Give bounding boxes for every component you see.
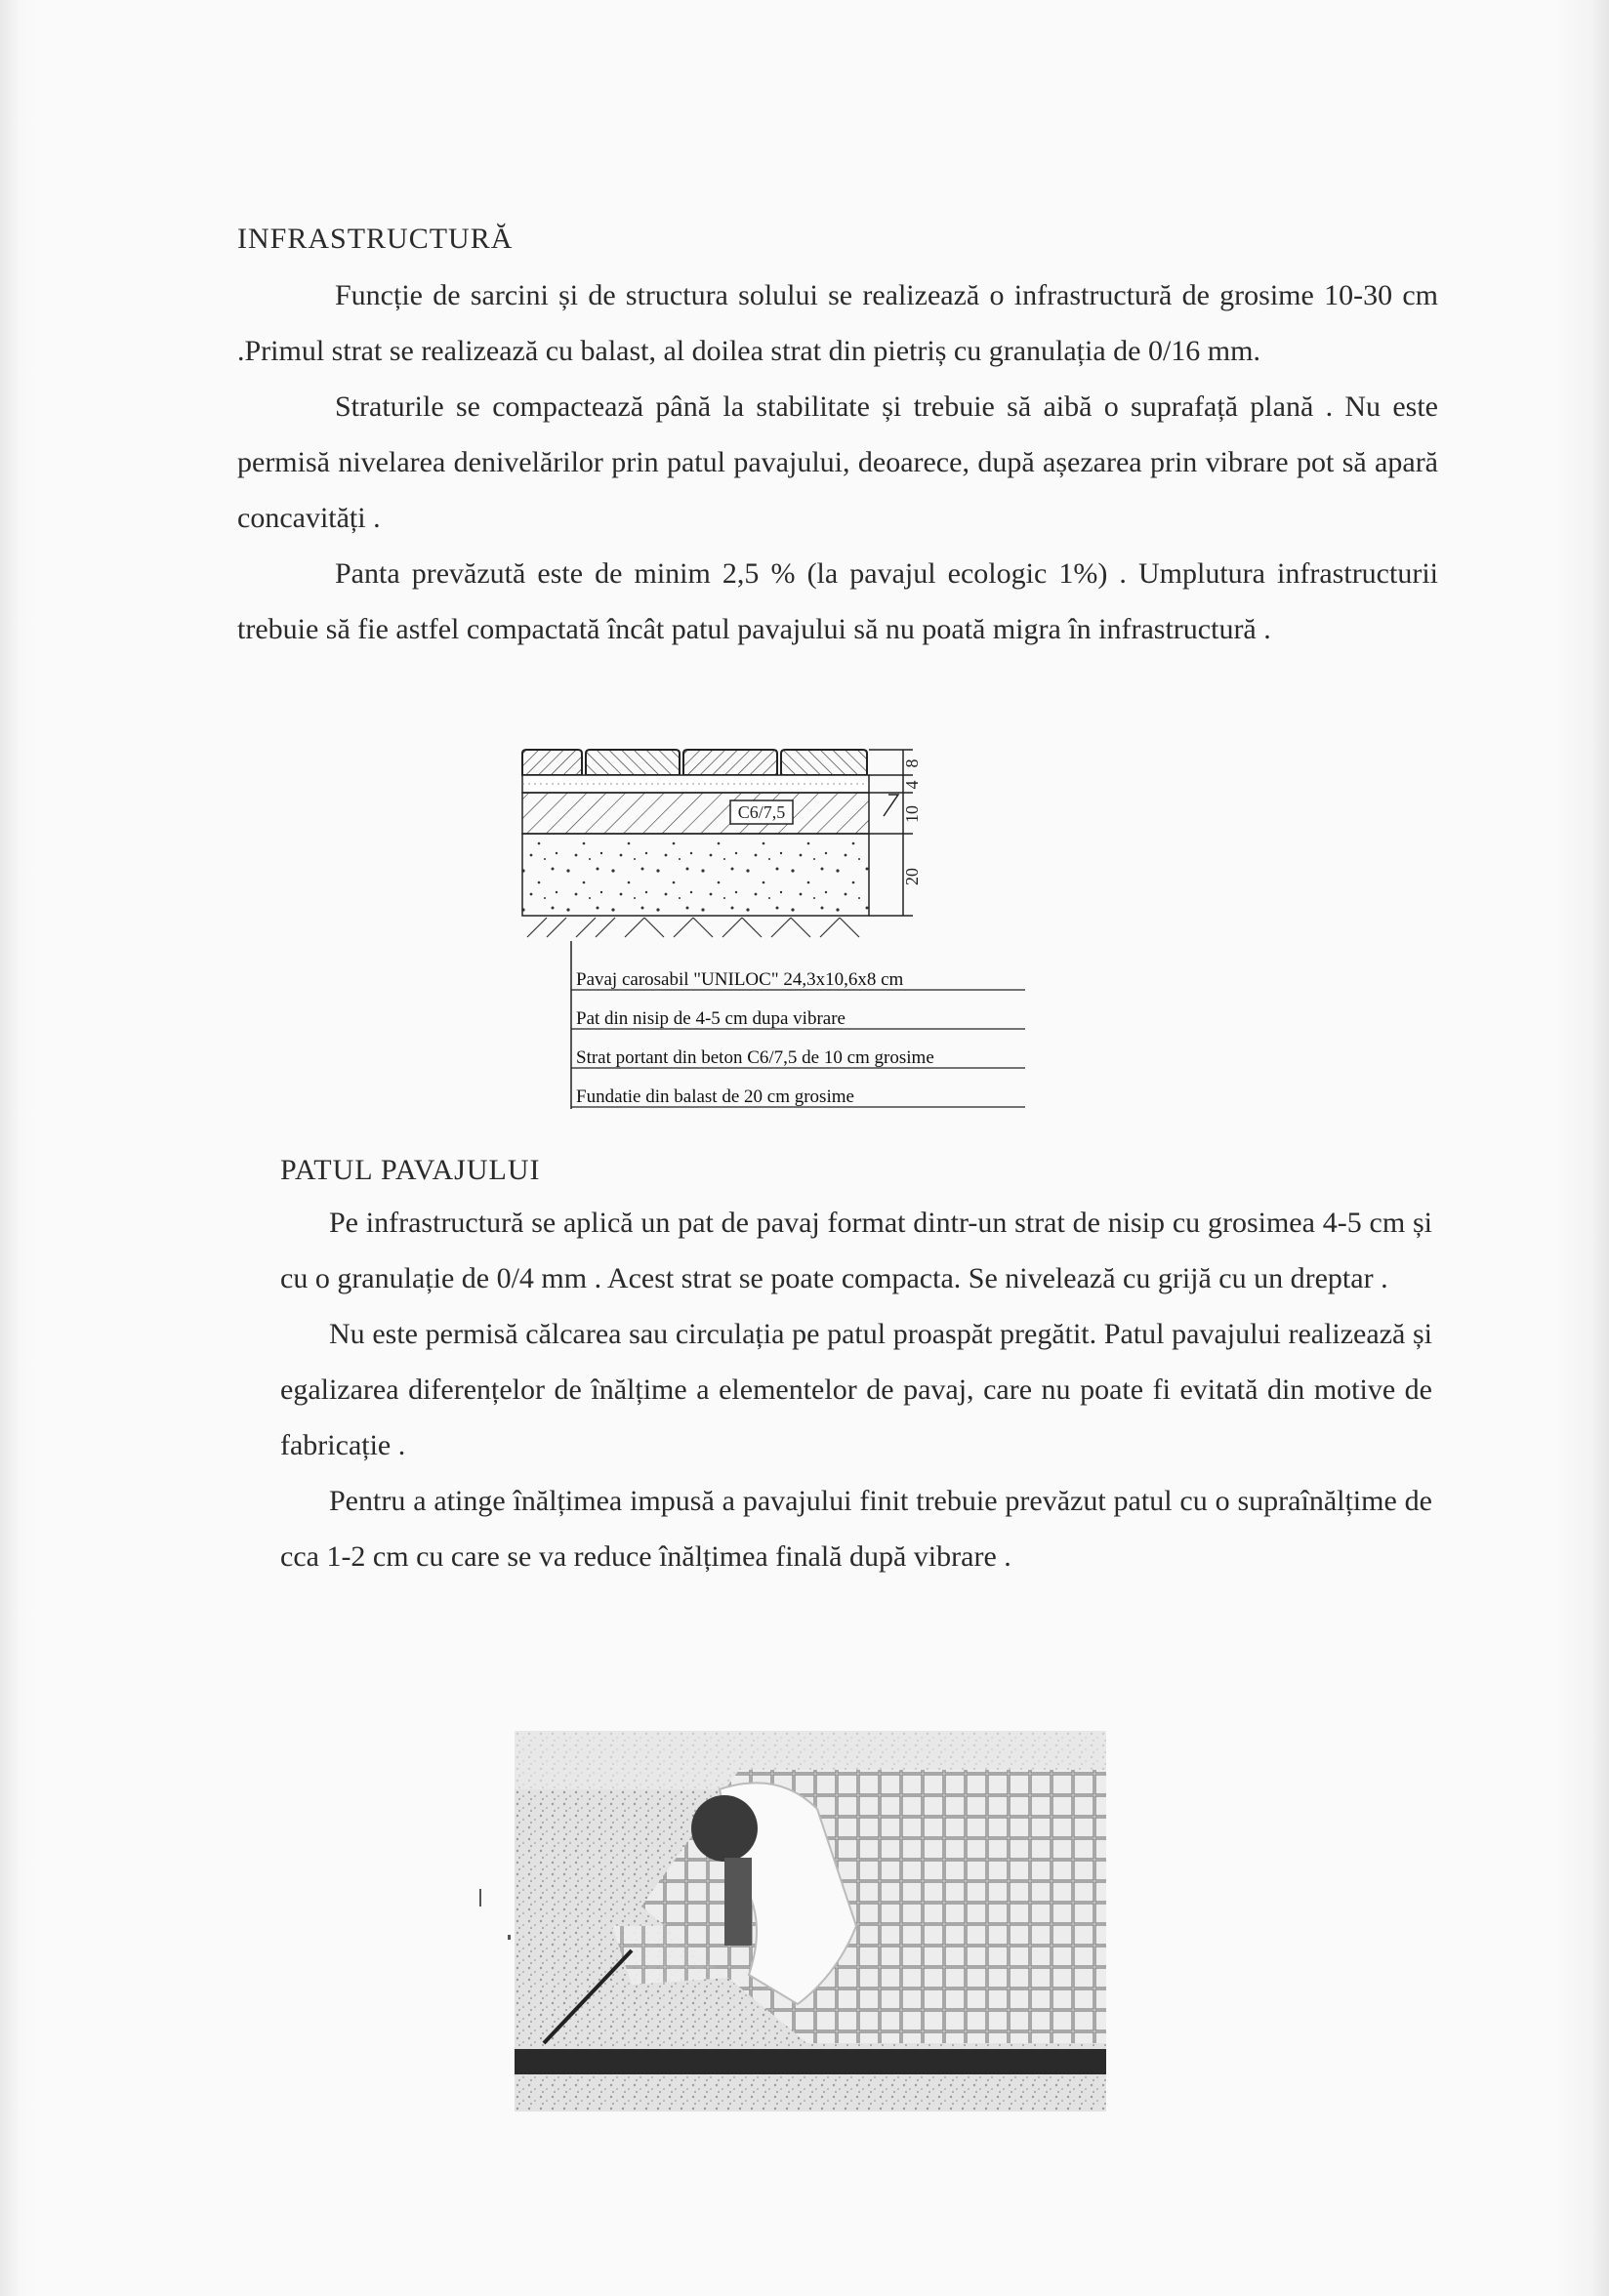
- gravel-foundation-layer: [522, 834, 869, 916]
- dim-label-4: 4: [902, 780, 922, 790]
- paragraph: Straturile se compactează până la stabilitate și trebuie să aibă o suprafață plană . Nu este permisă nivelarea denivelărilor prin patul pavajului, deoarece, după așezarea prin vibrare pot să apară concavități .: [237, 390, 1438, 534]
- section-patul-pavajului: [280, 1154, 1432, 1584]
- paragraph: Pe infrastructură se aplică un pat de pavaj format dintr-un strat de nisip cu grosimea 4-5 cm și cu o granulație de 0/4 mm . Acest strat se poate compacta. Se nivelează cu grijă cu un dreptar .: [280, 1207, 1432, 1294]
- soil-hatch: [527, 918, 859, 937]
- legend-item: Strat portant din beton C6/7,5 de 10 cm grosime: [576, 1047, 934, 1068]
- paragraph: Nu este permisă călcarea sau circulația pe patul proaspăt pregătit. Patul pavajului realizează și egalizarea diferențelor de înălțime a elementelor de pavaj, care nu poate fi evitată din motive de fabricație .: [280, 1318, 1432, 1461]
- pavement-cross-section-diagram: [517, 746, 1035, 1117]
- legend-item: Pat din nisip de 4-5 cm dupa vibrare: [576, 1008, 846, 1029]
- paragraph: Pentru a atinge înălțimea impusă a pavajului finit trebuie prevăzut patul cu o supraînălțime de cca 1-2 cm cu care se va reduce înălțimea finală după vibrare .: [280, 1485, 1432, 1573]
- paragraph: Funcție de sarcini și de structura solului se realizează o infrastructură de grosime 10-30 cm .Primul strat se realizează cu balast, al doilea strat din pietriș cu granulația de 0/16 mm.: [237, 279, 1438, 367]
- scan-mark: [479, 1889, 481, 1906]
- dim-label-10: 10: [902, 805, 922, 823]
- concrete-layer: [522, 793, 869, 834]
- dim-label-20: 20: [902, 868, 922, 885]
- section-infrastructura: [237, 223, 1438, 657]
- dim-label-8: 8: [902, 758, 922, 768]
- paragraph: Panta prevăzută este de minim 2,5 % (la pavajul ecologic 1%) . Umplutura infrastructurii trebuie să fie astfel compactată încât patul pavajului să nu poată migra în infrastructură .: [237, 557, 1438, 645]
- legend-item: Fundatie din balast de 20 cm grosime: [576, 1086, 854, 1107]
- scan-mark: [508, 1935, 511, 1940]
- diagram-legend: [571, 941, 1025, 1109]
- dimension-line: [869, 750, 913, 916]
- heading-infrastructura: INFRASTRUCTURĂ: [237, 223, 514, 255]
- legend-item: Pavaj carosabil "UNILOC" 24,3x10,6x8 cm: [576, 969, 904, 990]
- concrete-class-label: C6/7,5: [737, 802, 786, 822]
- paving-blocks-layer: [522, 750, 867, 775]
- heading-patul-pavajului: PATUL PAVAJULUI: [280, 1154, 541, 1186]
- paving-work-photo: [515, 1731, 1106, 2112]
